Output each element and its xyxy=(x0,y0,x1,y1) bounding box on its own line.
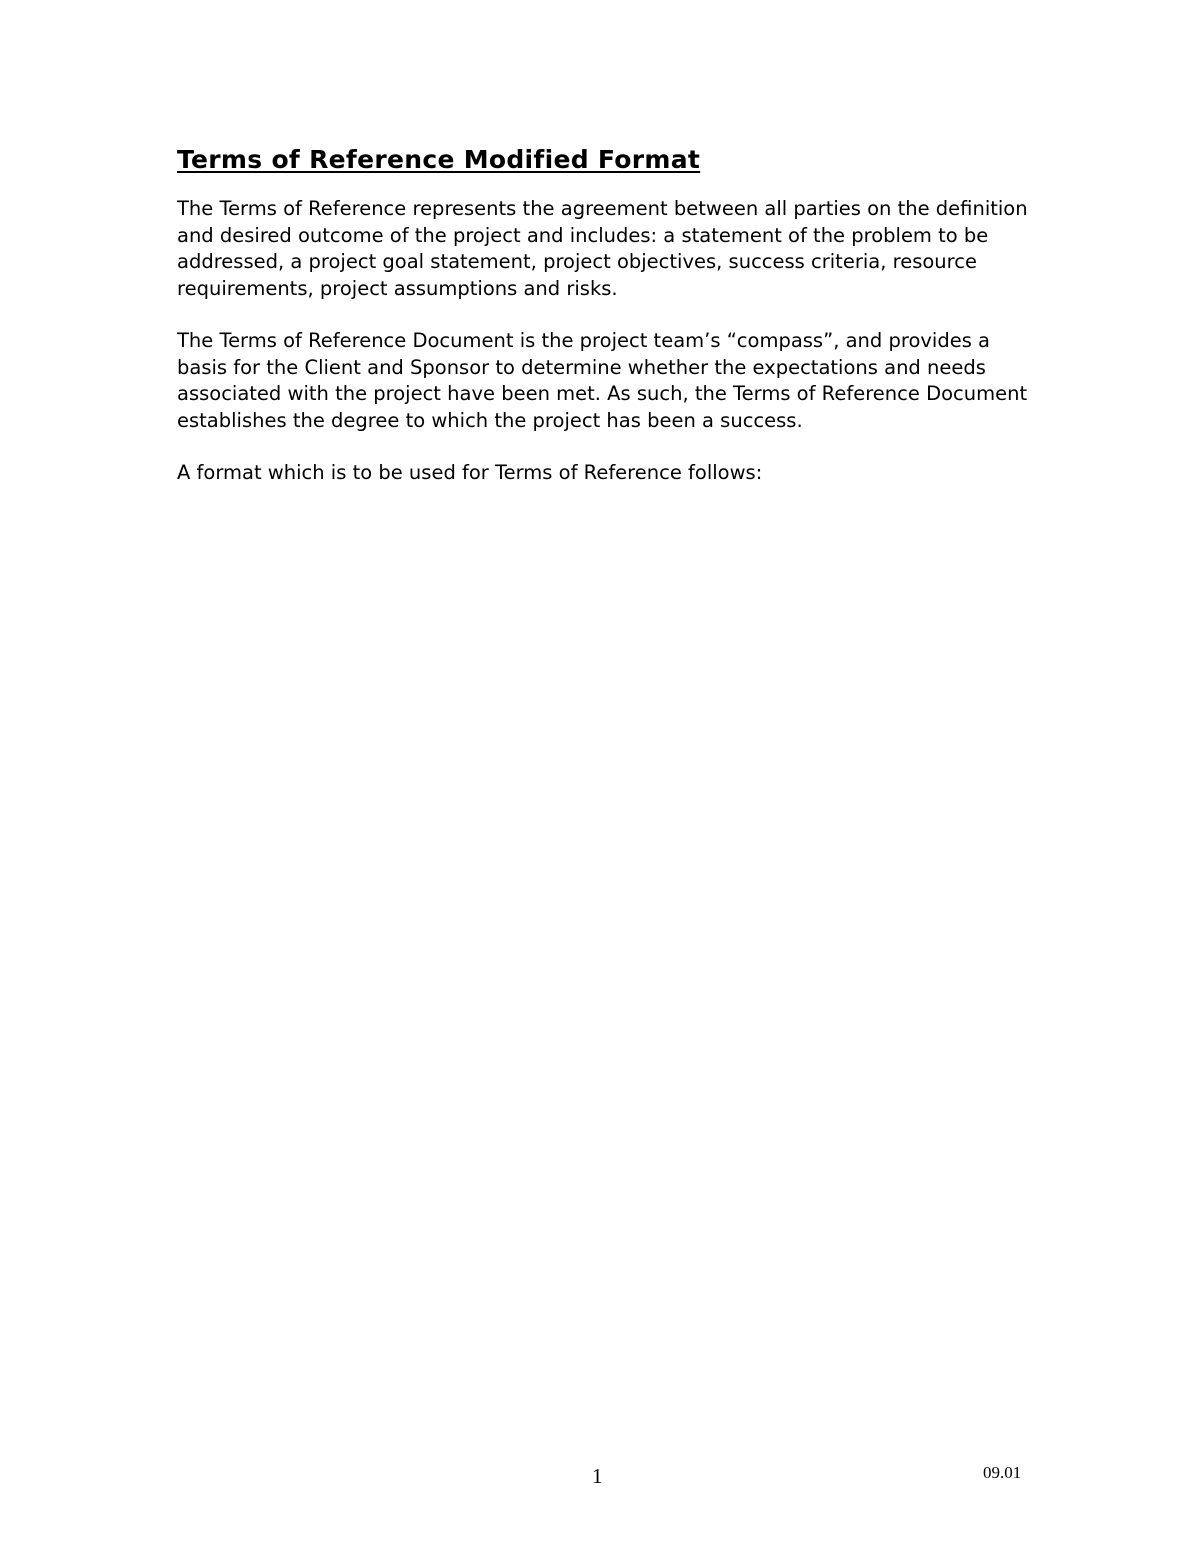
compass-paragraph: The Terms of Reference Document is the project team’s “compass”, and provides a basis for the Client and Sponsor to determine whether the expectations and needs associated with the project have been met. As such, the Terms of Reference Document establishes the degree to which the project has been a success. xyxy=(177,329,1028,432)
format-paragraph: A format which is to be used for Terms of Reference follows: xyxy=(177,461,763,484)
page-number: 1 xyxy=(592,1464,603,1488)
intro-paragraph: The Terms of Reference represents the agreement between all parties on the definition and desired outcome of the project and includes: a statement of the problem to be addressed, a project goal statement, project objectives, success criteria, resource requirements, project assumptions and risks. xyxy=(177,197,1028,300)
document-body xyxy=(177,140,1037,513)
revision-code: 09.01 xyxy=(983,1463,1022,1482)
document-title: Terms of Reference Modified Format xyxy=(177,145,701,174)
